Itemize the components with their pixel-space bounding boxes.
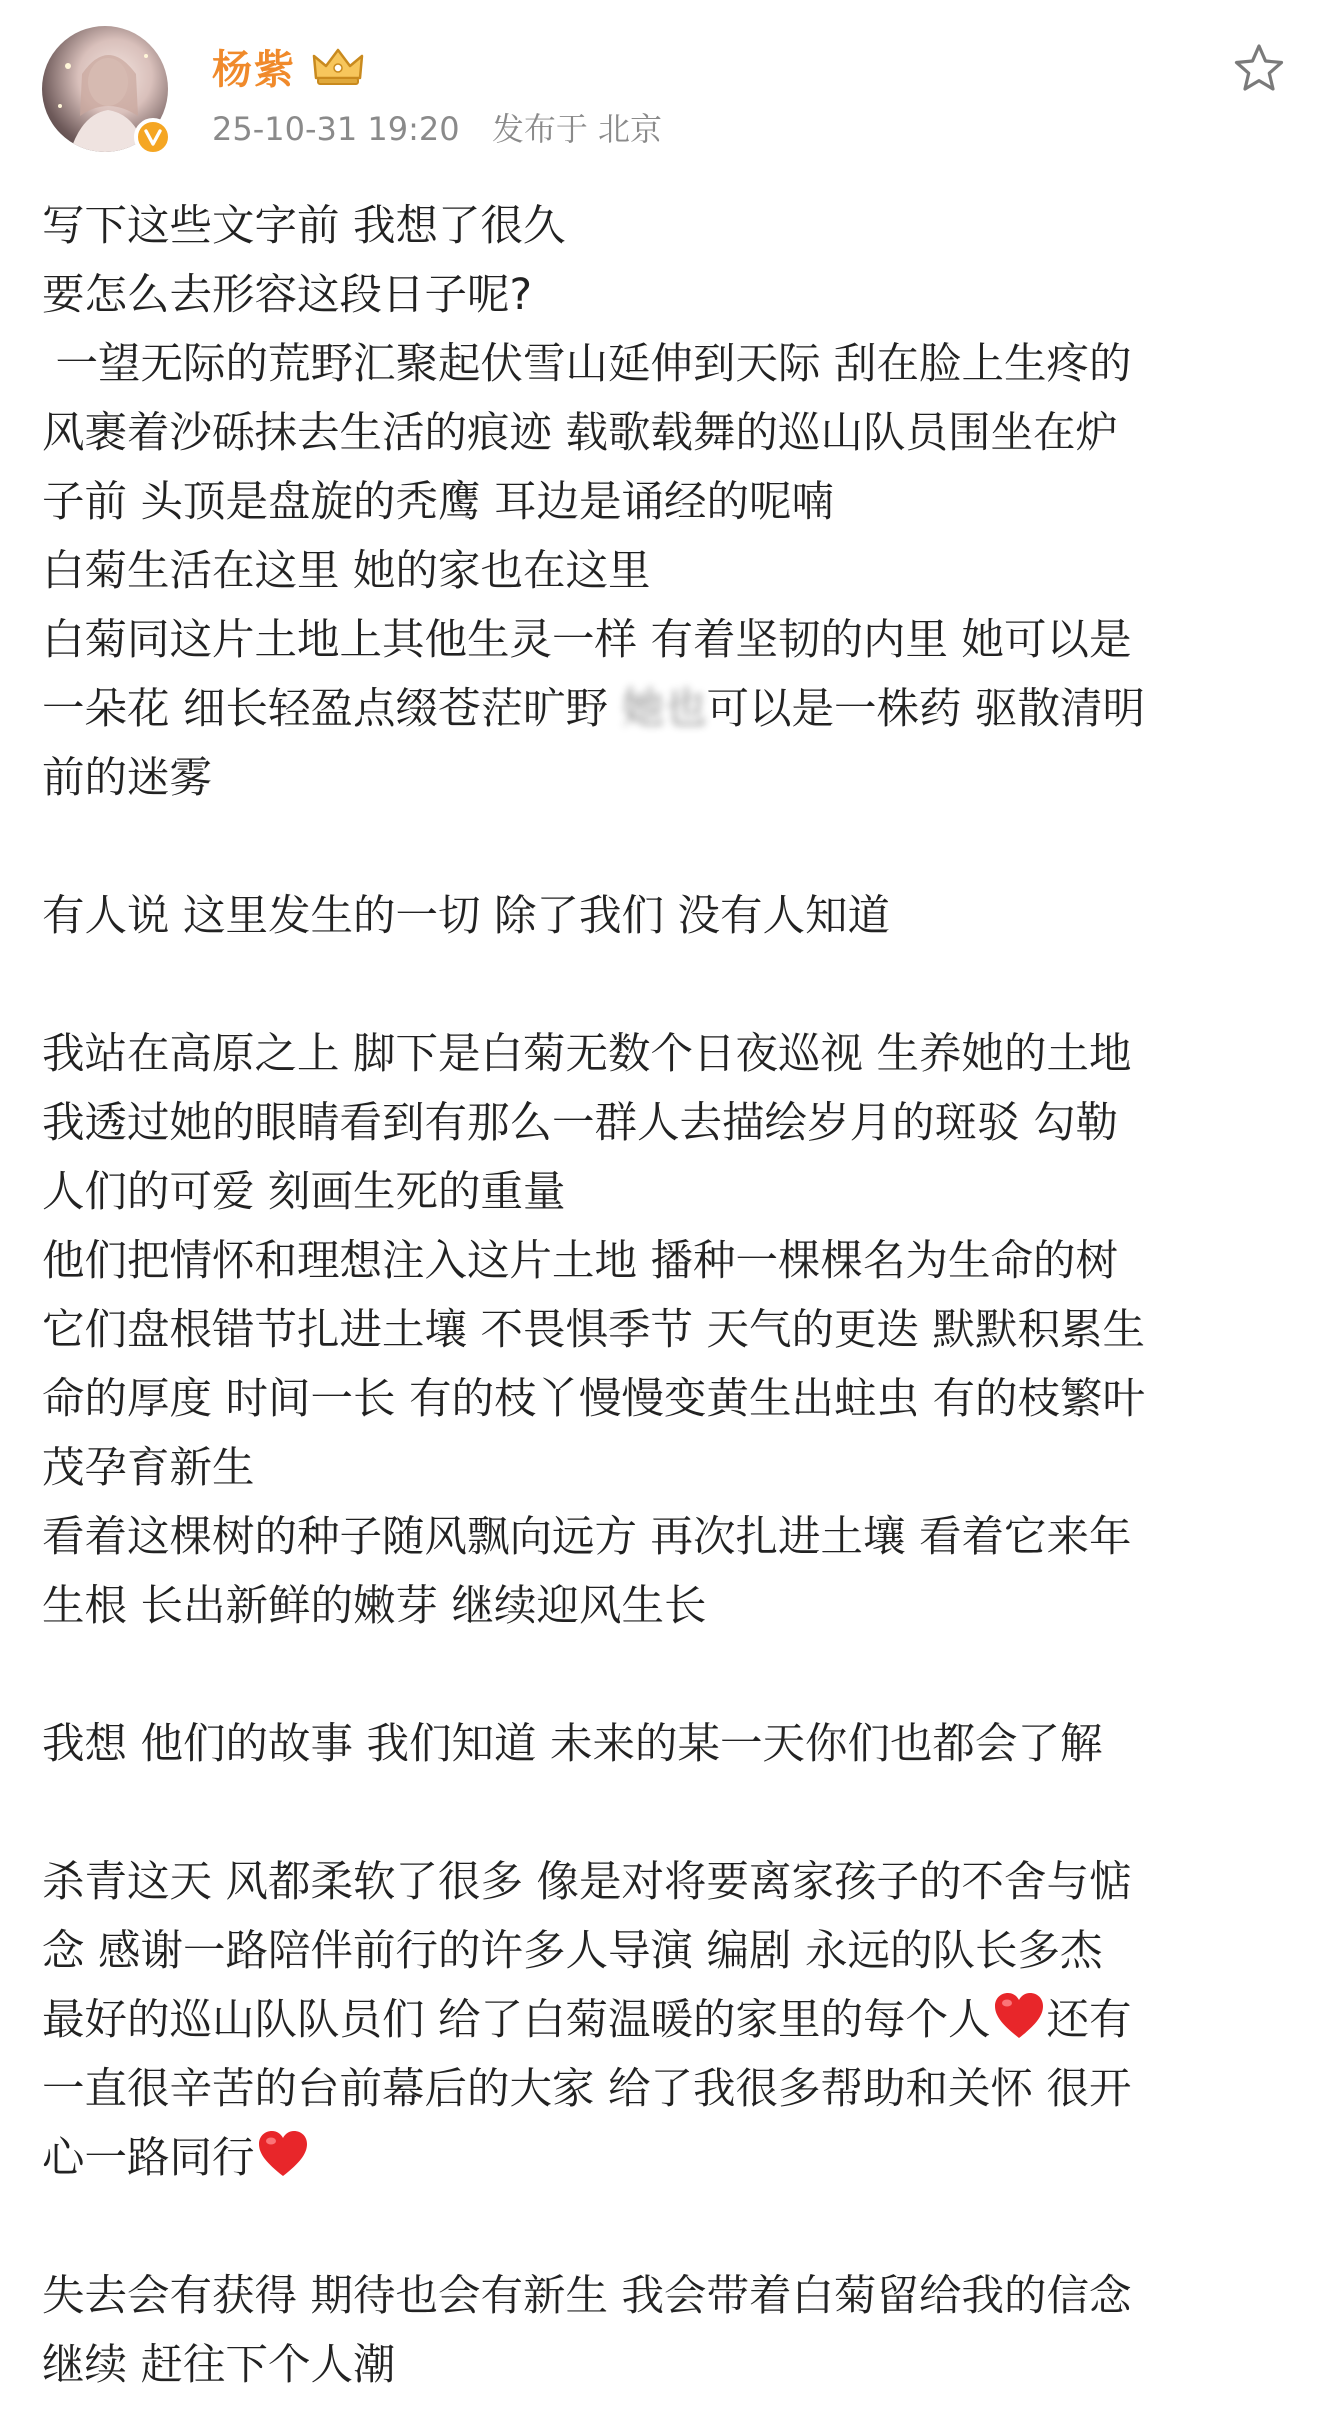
body-line: 我透过她的眼睛看到有那么一群人去描绘岁月的斑驳 勾勒: [42, 1099, 1119, 1148]
body-line: 念 感谢一路陪伴前行的许多人导演 编剧 永远的队长多杰: [42, 1927, 1103, 1976]
body-line: 生根 长出新鲜的嫩芽 继续迎风生长: [42, 1582, 707, 1631]
body-text: 还有: [1046, 1996, 1132, 2045]
post-header: [0, 0, 1320, 170]
body-line: 白菊生活在这里 她的家也在这里: [42, 547, 651, 596]
body-line: 他们把情怀和理想注入这片土地 播种一棵棵名为生命的树: [42, 1237, 1119, 1286]
avatar[interactable]: [42, 26, 168, 152]
body-line: 风裹着沙砾抹去生活的痕迹 载歌载舞的巡山队员围坐在炉: [42, 409, 1119, 458]
body-line: [42, 1986, 1292, 2055]
body-text: 可以是一株药 驱散清明: [706, 685, 1146, 734]
body-line: 子前 头顶是盘旋的秃鹰 耳边是诵经的呢喃: [42, 478, 835, 527]
body-line: 一直很辛苦的台前幕后的大家 给了我很多帮助和关怀 很开: [42, 2065, 1132, 2114]
body-line: 前的迷雾: [42, 754, 213, 803]
post-body: [42, 192, 1292, 2400]
paragraph-gap: [42, 1641, 1292, 1710]
body-text: 最好的巡山队队员们 给了白菊温暖的家里的每个人: [42, 1996, 991, 2045]
body-line: 杀青这天 风都柔软了很多 像是对将要离家孩子的不舍与惦: [42, 1858, 1132, 1907]
body-line: [42, 2124, 1292, 2193]
crown-icon: [310, 44, 366, 88]
body-line: 看着这棵树的种子随风飘向远方 再次扎进土壤 看着它来年: [42, 1513, 1132, 1562]
paragraph-gap: [42, 2193, 1292, 2262]
body-text: 一朵花 细长轻盈点缀苍茫旷野: [42, 685, 622, 734]
red-heart-emoji-icon: [991, 1988, 1047, 2044]
body-line: 有人说 这里发生的一切 除了我们 没有人知道: [42, 892, 891, 941]
obscured-text: 她也: [621, 685, 707, 734]
post-timestamp: 25-10-31 19:20: [212, 110, 460, 148]
body-line: 我想 他们的故事 我们知道 未来的某一天你们也都会了解: [42, 1720, 1103, 1769]
body-text: 心一路同行: [42, 2134, 255, 2183]
star-outline-icon: [1230, 40, 1288, 98]
body-line: 失去会有获得 期待也会有新生 我会带着白菊留给我的信念: [42, 2272, 1132, 2321]
favorite-button[interactable]: [1230, 40, 1288, 98]
body-line: 要怎么去形容这段日子呢?: [42, 271, 533, 320]
body-line: 人们的可爱 刻画生死的重量: [42, 1168, 566, 1217]
body-line: 我站在高原之上 脚下是白菊无数个日夜巡视 生养她的土地: [42, 1030, 1132, 1079]
paragraph-gap: [42, 951, 1292, 1020]
body-line: 命的厚度 时间一长 有的枝丫慢慢变黄生出蛀虫 有的枝繁叶: [42, 1375, 1146, 1424]
post-location: 发布于 北京: [491, 110, 662, 148]
body-line: 白菊同这片土地上其他生灵一样 有着坚韧的内里 她可以是: [42, 616, 1132, 665]
author-name[interactable]: 杨紫: [212, 46, 296, 93]
post-meta: [212, 104, 684, 150]
body-line: 一望无际的荒野汇聚起伏雪山延伸到天际 刮在脸上生疼的: [42, 340, 1132, 389]
body-line: 继续 赶往下个人潮: [42, 2341, 396, 2390]
author-row: [212, 38, 366, 94]
body-line: 它们盘根错节扎进土壤 不畏惧季节 天气的更迭 默默积累生: [42, 1306, 1146, 1355]
body-line: 写下这些文字前 我想了很久: [42, 202, 566, 251]
verified-v-icon: [134, 118, 172, 156]
red-heart-emoji-icon: [255, 2126, 311, 2182]
body-line: 茂孕育新生: [42, 1444, 255, 1493]
body-line: [42, 675, 1292, 744]
paragraph-gap: [42, 1779, 1292, 1848]
paragraph-gap: [42, 813, 1292, 882]
